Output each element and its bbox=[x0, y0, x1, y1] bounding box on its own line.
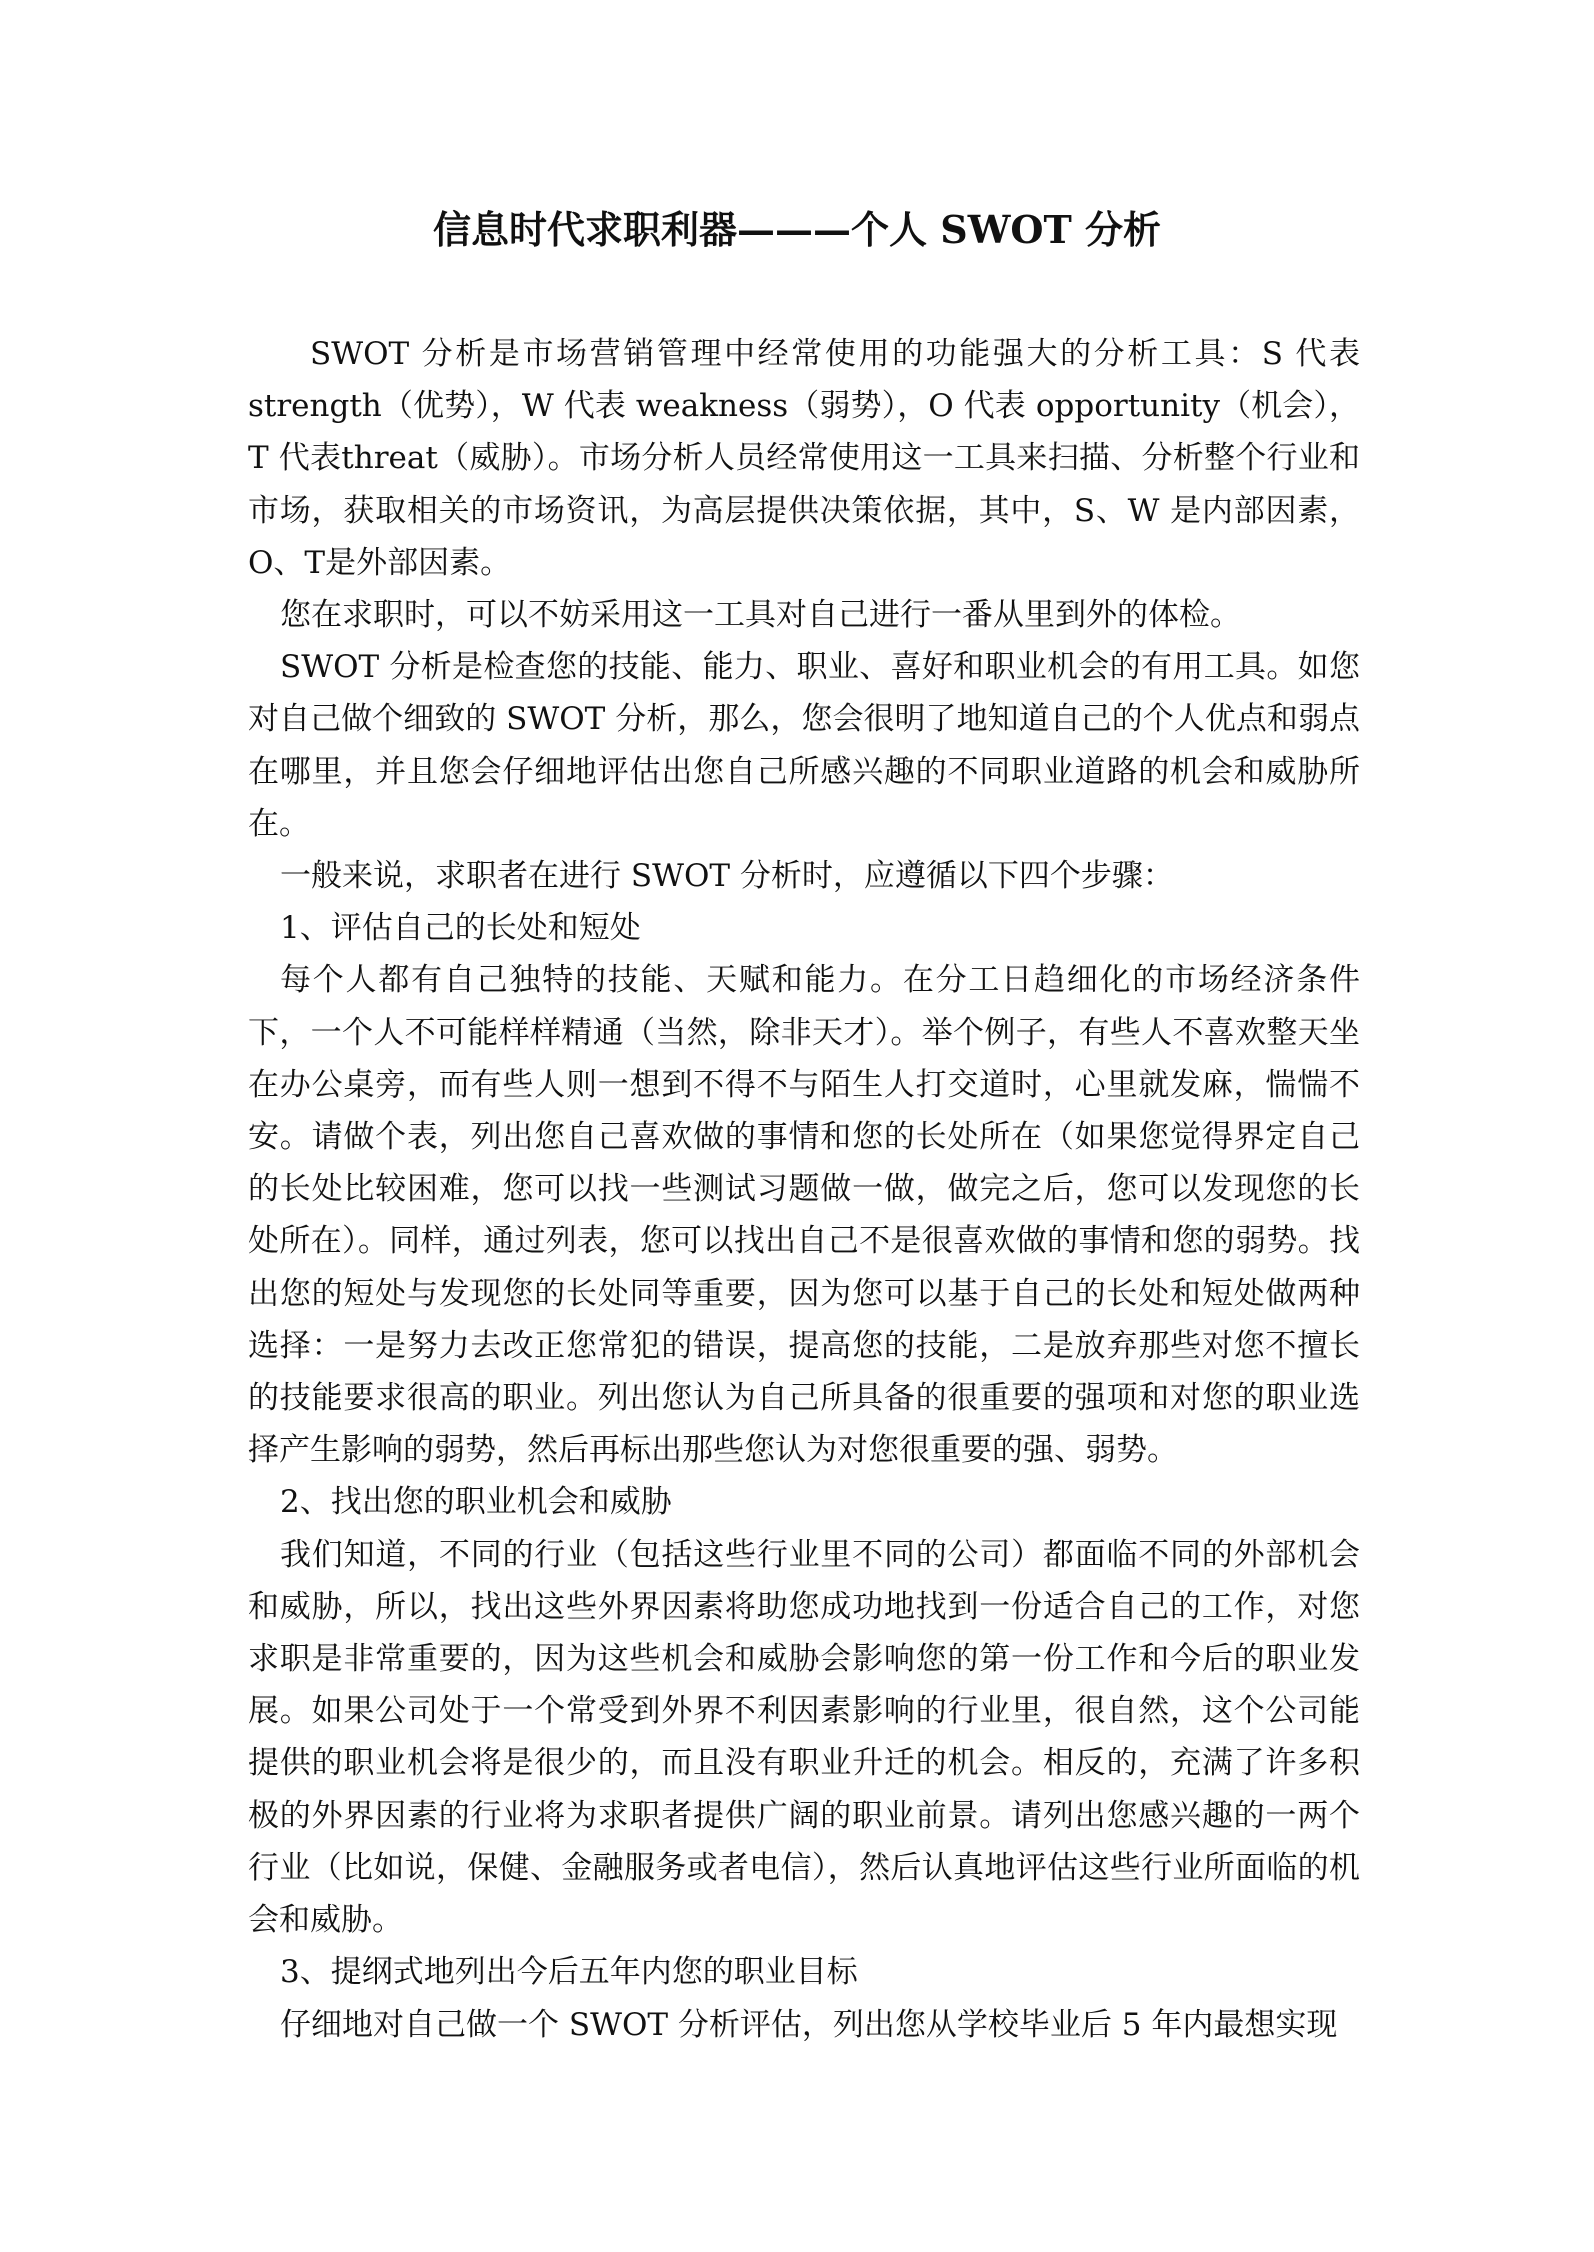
paragraph-five-year-goals: 仔细地对自己做一个 SWOT 分析评估，列出您从学校毕业后 5 年内最想实现 bbox=[280, 2006, 1338, 2043]
paragraph-swot-usefulness: SWOT 分析是检查您的技能、能力、职业、喜好和职业机会的有用工具。如您对自己做个细致的 SWOT 分析，那么，您会很明了地知道自己的个人优点和弱点在哪里，并且您会仔细地评估出您自己所感兴趣的不同职业道路的机会和威胁所在。 bbox=[248, 649, 1360, 842]
paragraph-four-steps-intro: 一般来说，求职者在进行 SWOT 分析时，应遵循以下四个步骤： bbox=[280, 858, 1174, 895]
paragraph-strengths-weaknesses: 每个人都有自己独特的技能、天赋和能力。在分工日趋细化的市场经济条件下，一个人不可能样样精通（当然，除非天才）。举个例子，有些人不喜欢整天坐在办公桌旁，而有些人则一想到不得不与陌生人打交道时，心里就发麻，惴惴不安。请做个表，列出您自己喜欢做的事情和您的长处所在（如果您觉得界定自己的长处比较困难，您可以找一些测试习题做一做，做完之后，您可以发现您的长处所在）。同样，通过列表，您可以找出自己不是很喜欢做的事情和您的弱势。找出您的短处与发现您的长处同等重要，因为您可以基于自己的长处和短处做两种选择：一是努力去改正您常犯的错误，提高您的技能，二是放弃那些对您不擅长的技能要求很高的职业。列出您认为自己所具备的很重要的强项和对您的职业选择产生影响的弱势，然后再标出那些您认为对您很重要的强、弱势。 bbox=[248, 962, 1360, 1469]
paragraph-swot-definition: SWOT 分析是市场营销管理中经常使用的功能强大的分析工具：S 代表strength（优势），W 代表 weakness（弱势），O 代表 opportunity（机会），T 代表threat（威胁）。市场分析人员经常使用这一工具来扫描、分析整个行业和市场，获取相关的市场资讯，为高层提供决策依据，其中，S、W 是内部因素，O、T是外部因素。 bbox=[248, 336, 1360, 581]
step-1-heading: 1、评估自己的长处和短处 bbox=[280, 910, 641, 947]
document-body bbox=[248, 328, 1360, 2051]
paragraph-job-search-checkup: 您在求职时，可以不妨采用这一工具对自己进行一番从里到外的体检。 bbox=[280, 597, 1241, 634]
step-3-heading: 3、提纲式地列出今后五年内您的职业目标 bbox=[280, 1954, 858, 1991]
document-title: 信息时代求职利器———个人 SWOT 分析 bbox=[433, 207, 1161, 252]
step-2-heading: 2、找出您的职业机会和威胁 bbox=[280, 1484, 672, 1521]
paragraph-opportunities-threats: 我们知道，不同的行业（包括这些行业里不同的公司）都面临不同的外部机会和威胁，所以，找出这些外界因素将助您成功地找到一份适合自己的工作，对您求职是非常重要的，因为这些机会和威胁会影响您的第一份工作和今后的职业发展。如果公司处于一个常受到外界不利因素影响的行业里，很自然，这个公司能提供的职业机会将是很少的，而且没有职业升迁的机会。相反的，充满了许多积极的外界因素的行业将为求职者提供广阔的职业前景。请列出您感兴趣的一两个行业（比如说，保健、金融服务或者电信），然后认真地评估这些行业所面临的机会和威胁。 bbox=[248, 1536, 1360, 1939]
